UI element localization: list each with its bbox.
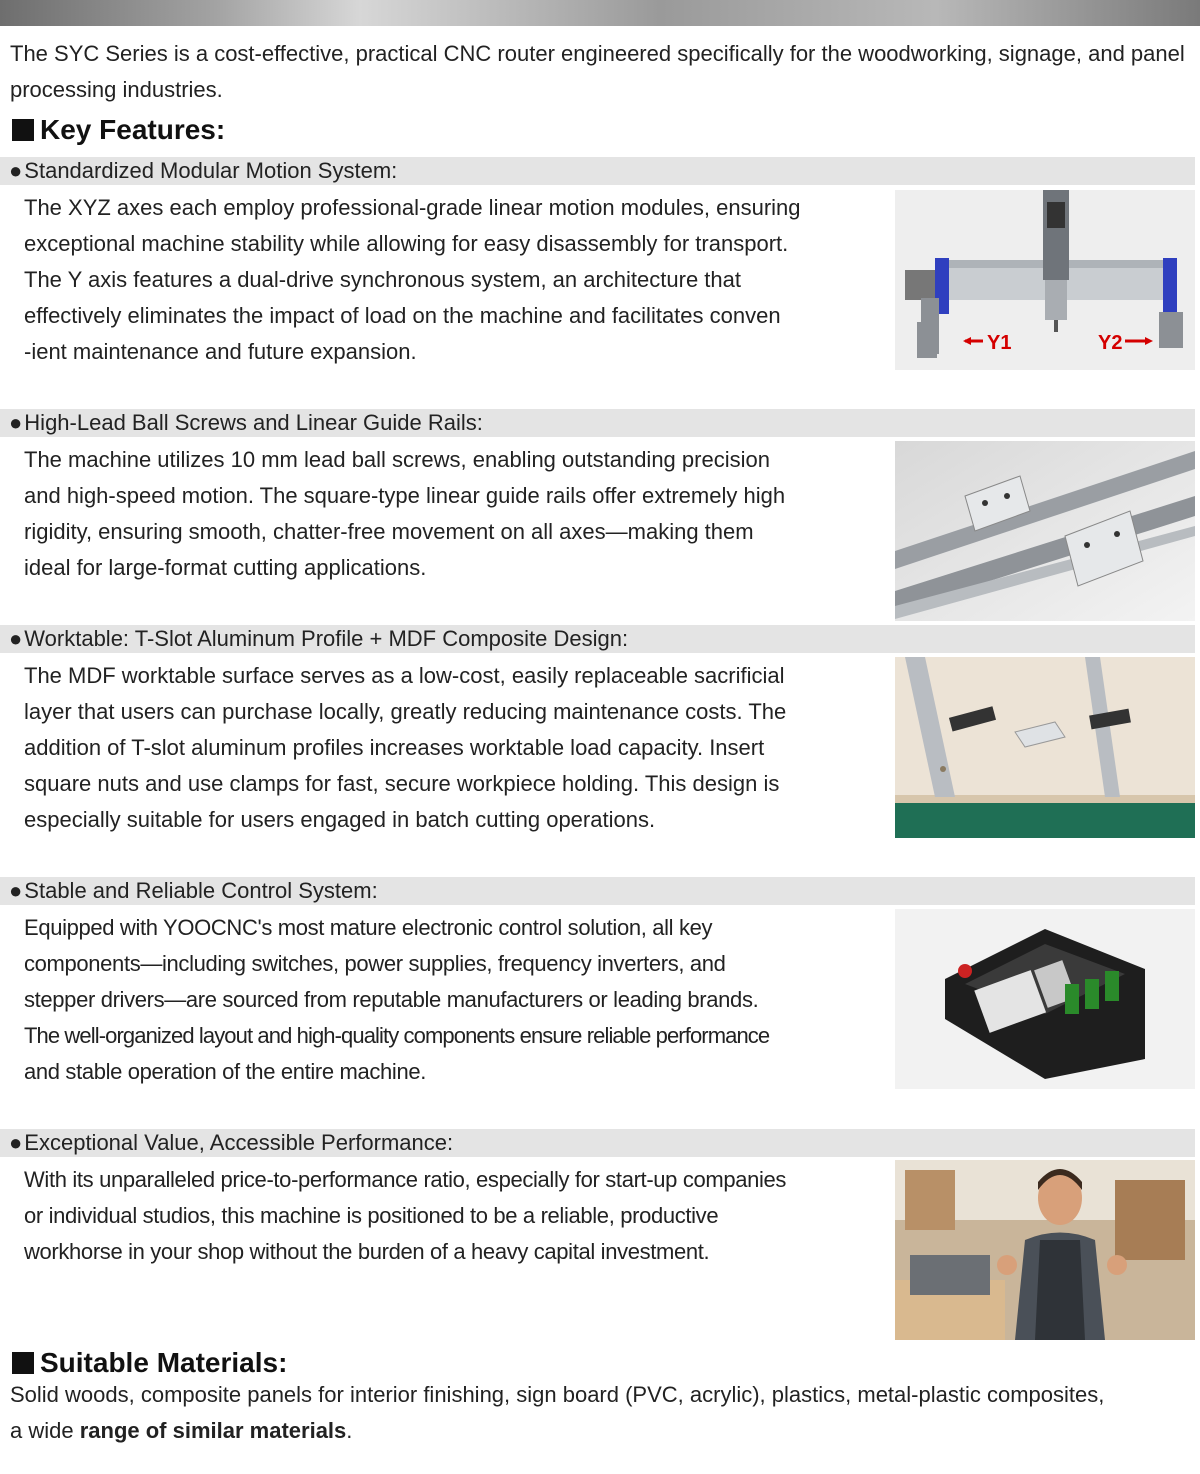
- text-line: rigidity, ensuring smooth, chatter-free movement on all axes—making them: [24, 519, 754, 544]
- text-line: -ient maintenance and future expansion.: [24, 339, 417, 364]
- text-line: The XYZ axes each employ professional-grade linear motion modules, ensuring: [24, 195, 801, 220]
- text-line: square nuts and use clamps for fast, secure workpiece holding. This design is: [24, 771, 780, 796]
- text-line: The MDF worktable surface serves as a low-cost, easily replaceable sacrificial: [24, 663, 785, 688]
- feature-description: [24, 1162, 884, 1270]
- feature-title: High-Lead Ball Screws and Linear Guide Rails:: [24, 410, 483, 435]
- ball-screw-rail-image: [895, 441, 1195, 621]
- control-box-image: [895, 909, 1195, 1089]
- text-line: especially suitable for users engaged in batch cutting operations.: [24, 807, 656, 832]
- suitable-materials-heading-text: Suitable Materials:: [40, 1347, 288, 1378]
- key-features-heading-text: Key Features:: [40, 114, 226, 145]
- bullet-dot-icon: ●: [9, 626, 23, 651]
- feature-description: [24, 190, 874, 370]
- workshop-worker-image: [895, 1160, 1195, 1340]
- feature-title: Standardized Modular Motion System:: [24, 158, 398, 183]
- materials-line-suffix: .: [346, 1418, 353, 1443]
- feature-title: Worktable: T-Slot Aluminum Profile + MDF Composite Design:: [24, 626, 629, 651]
- feature-title-bar: [0, 1129, 1195, 1157]
- bullet-dot-icon: ●: [9, 878, 23, 903]
- text-line: exceptional machine stability while allowing for easy disassembly for transport.: [24, 231, 789, 256]
- intro-paragraph: The SYC Series is a cost-effective, practical CNC router engineered specifically for the woodworking, signage, and panel processing industries.: [10, 41, 1185, 102]
- materials-paragraph: [10, 1377, 1195, 1449]
- feature-description: [24, 658, 874, 838]
- text-line: Equipped with YOOCNC's most mature electronic control solution, all key: [24, 915, 713, 940]
- key-features-heading: [12, 114, 225, 146]
- text-line: or individual studios, this machine is positioned to be a reliable, productive: [24, 1203, 719, 1228]
- text-line: addition of T-slot aluminum profiles increases worktable load capacity. Insert: [24, 735, 765, 760]
- feature-description: [24, 442, 874, 586]
- t-slot-worktable-image: [895, 657, 1195, 838]
- gantry-image: [895, 190, 1195, 370]
- text-line: workhorse in your shop without the burden of a heavy capital investment.: [24, 1239, 710, 1264]
- feature-title: Stable and Reliable Control System:: [24, 878, 378, 903]
- text-line: and high-speed motion. The square-type linear guide rails offer extremely high: [24, 483, 786, 508]
- feature-title-bar: [0, 877, 1195, 905]
- text-line: layer that users can purchase locally, greatly reducing maintenance costs. The: [24, 699, 787, 724]
- y2-label: Y2: [1098, 332, 1123, 354]
- feature-title-bar: [0, 409, 1195, 437]
- square-bullet-icon: [12, 119, 34, 141]
- materials-line: Solid woods, composite panels for interior finishing, sign board (PVC, acrylic), plastics, metal-plastic composites,: [10, 1382, 1105, 1407]
- feature-title: Exceptional Value, Accessible Performance:: [24, 1130, 454, 1155]
- text-line: The Y axis features a dual-drive synchronous system, an architecture that: [24, 267, 741, 292]
- bullet-dot-icon: ●: [9, 1130, 23, 1155]
- feature-description: [24, 910, 884, 1090]
- text-line: ideal for large-format cutting applications.: [24, 555, 427, 580]
- text-line: stepper drivers—are sourced from reputable manufacturers or leading brands.: [24, 987, 759, 1012]
- text-line: and stable operation of the entire machine.: [24, 1059, 427, 1084]
- square-bullet-icon: [12, 1352, 34, 1374]
- feature-title-bar: [0, 157, 1195, 185]
- materials-line-bold: range of similar materials: [79, 1418, 347, 1443]
- suitable-materials-heading: [12, 1347, 287, 1379]
- text-line: components—including switches, power supplies, frequency inverters, and: [24, 951, 726, 976]
- text-line: The machine utilizes 10 mm lead ball screws, enabling outstanding precision: [24, 447, 770, 472]
- bullet-dot-icon: ●: [9, 158, 23, 183]
- text-line: The well-organized layout and high-quality components ensure reliable performance: [24, 1023, 770, 1048]
- bullet-dot-icon: ●: [9, 410, 23, 435]
- text-line: With its unparalleled price-to-performance ratio, especially for start-up companies: [24, 1167, 787, 1192]
- top-banner-bar: [0, 0, 1200, 26]
- materials-line-prefix: a wide: [10, 1418, 80, 1443]
- feature-title-bar: [0, 625, 1195, 653]
- text-line: effectively eliminates the impact of load on the machine and facilitates conven: [24, 303, 781, 328]
- y1-label: Y1: [987, 332, 1012, 354]
